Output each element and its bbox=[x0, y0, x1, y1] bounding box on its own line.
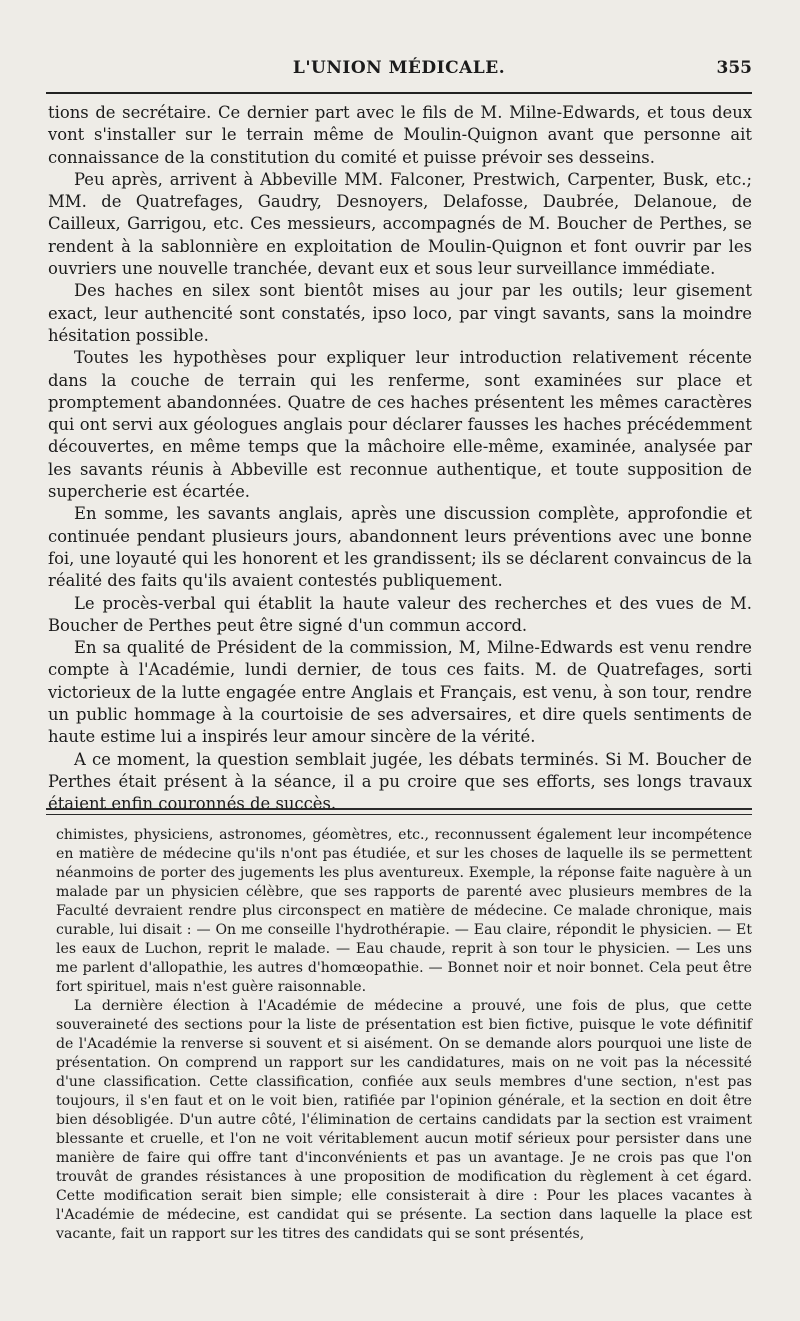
page-header bbox=[46, 58, 752, 86]
paragraph-4: Toutes les hypothèses pour expliquer leur introduction relativement récente dans la couche de terrain qui les renferme, sont examinées sur place et promptement abandonnées. Quatre de ces haches présentent les mêmes caractères qui ont servi aux géologues anglais pour déclarer fausses les haches précédemment découvertes, en même temps que la mâchoire elle-même, examinée, analysée par les savants réunis à Abbeville est reconnue authentique, et toute supposition de supercherie est écartée. bbox=[48, 348, 752, 502]
footnote-paragraph-2: La dernière élection à l'Académie de médecine a prouvé, une fois de plus, que cette souveraineté des sections pour la liste de présentation est bien fictive, puisque le vote définitif de l'Académie la renverse si souvent et si aisément. On se demande alors pourquoi une liste de présentation. On comprend un rapport sur les candidatures, mais on ne voit pas la nécessité d'une classification. Cette classification, confiée aux seuls membres d'une section, n'est pas toujours, il s'en faut et on le voit bien, ratifiée par l'opinion générale, et la section en doit être bien désobligée. D'un autre côté, l'élimination de certains candidats par la section est vraiment blessante et cruelle, et l'on ne voit véritablement aucun motif sérieux pour persister dans une manière de faire qui offre tant d'inconvénients et pas un avantage. Je ne crois pas que l'on trouvât de grandes résistances à une proposition de modification du règlement à cet égard. Cette modification serait bien simple; elle consisterait à dire : Pour les places vacantes à l'Académie de médecine, est candidat qui se présente. La section dans laquelle la place est vacante, fait un rapport sur les titres des candidats qui se sont présentés, bbox=[56, 998, 752, 1242]
paragraph-3: Des haches en silex sont bientôt mises au jour par les outils; leur gisement exact, leur authencité sont constatés, ipso loco, par vingt savants, sans la moindre hésitation possible. bbox=[48, 281, 752, 345]
paragraph-8: A ce moment, la question semblait jugée, les débats terminés. Si M. Boucher de Perthes était présent à la séance, il a pu croire que ses efforts, ses longs travaux étaient enfin couronnés de succès. bbox=[48, 749, 752, 814]
footnote-text bbox=[56, 826, 752, 1244]
header-rule bbox=[46, 92, 752, 94]
paragraph-1: tions de secrétaire. Ce dernier part avec le fils de M. Milne-Edwards, et tous deux vont s'installer sur le terrain même de Moulin-Quignon avant que personne ait connaissance de la constitution du comité et puisse prévoir ses desseins. bbox=[48, 103, 752, 167]
paragraph-6: Le procès-verbal qui établit la haute valeur des recherches et des vues de M. Boucher de Perthes peut être signé d'un commun accord. bbox=[48, 593, 752, 635]
running-title: L'UNION MÉDICALE. bbox=[292, 58, 506, 78]
paragraph-2: Peu après, arrivent à Abbeville MM. Falconer, Prestwich, Carpenter, Busk, etc.; MM. de Quatrefages, Gaudry, Desnoyers, Delafosse, Daubrée, Delanoue, de Cailleux, Garrigou, etc. Ces messieurs, accompagnés de M. Boucher de Perthes, se rendent à la sablonnière en exploitation de Moulin-Quignon et font ouvrir par les ouvriers une nouvelle tranchée, devant eux et sous leur surveillance immédiate. bbox=[48, 169, 752, 279]
footnote-paragraph-1: chimistes, physiciens, astronomes, géomètres, etc., reconnussent également leur incompétence en matière de médecine qu'ils n'ont pas étudiée, et sur les choses de laquelle ils se permettent néanmoins de porter des jugements les plus aventureux. Exemple, la réponse faite naguère à un malade par un physicien célèbre, que ses rapports de parenté avec plusieurs membres de la Faculté devraient rendre plus circonspect en matière de médecine. Ce malade chronique, mais curable, lui disait : — On me conseille l'hydrothérapie. — Eau claire, répondit le physicien. — Et les eaux de Luchon, reprit le malade. — Eau chaude, reprit à son tour le physicien. — Les uns me parlent d'allopathie, les autres d'homœopathie. — Bonnet noir et noir bonnet. Cela peut être fort spirituel, mais n'est guère raisonnable. bbox=[56, 827, 752, 995]
page-number: 355 bbox=[716, 58, 752, 78]
footnote-separator bbox=[46, 808, 752, 815]
main-text bbox=[48, 102, 752, 816]
paragraph-7: En sa qualité de Président de la commission, M, Milne-Edwards est venu rendre compte à l'Académie, lundi dernier, de tous ces faits. M. de Quatrefages, sorti victorieux de la lutte engagée entre Anglais et Français, est venu, à son tour, rendre un public hommage à la courtoisie de ses adversaires, et dire quels sentiments de haute estime lui a inspirés leur amour sincère de la vérité. bbox=[48, 638, 752, 747]
paragraph-5: En somme, les savants anglais, après une discussion complète, approfondie et continuée pendant plusieurs jours, abandonnent leurs préventions avec une bonne foi, une loyauté qui les honorent et les grandissent; ils se déclarent convaincus de la réalité des faits qu'ils avaient contestés publiquement. bbox=[48, 504, 752, 591]
